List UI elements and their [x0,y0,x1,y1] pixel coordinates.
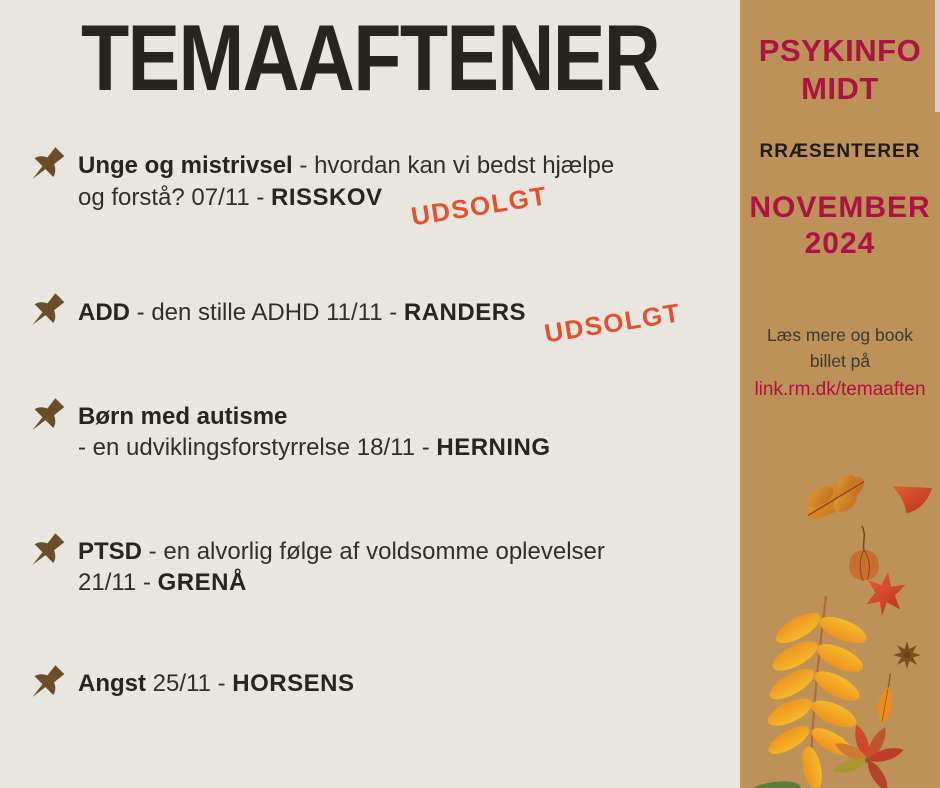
event-line [78,296,683,349]
event-description: - en udviklingsforstyrrelse 18/11 - [78,434,437,461]
pushpin-icon [26,532,66,572]
event-location: HERNING [436,434,551,461]
sidebar [740,0,940,788]
brand-line-2: MIDT [801,71,879,106]
cta-line-2: billet på [809,351,871,371]
pushpin-icon [26,397,66,437]
soldout-badge: UDSOLGT [408,180,550,232]
event-item-unge-og-mistrivsel [26,150,615,232]
month-name: NOVEMBER [749,191,931,224]
pushpin-icon [26,664,66,704]
event-description: - den stille ADHD 11/11 - [130,299,404,326]
event-line [78,536,605,567]
brand-name [740,32,940,108]
event-title: Unge og mistrivsel [78,152,293,179]
event-description: 21/11 - [78,569,158,596]
red-leaf-icon [892,486,932,513]
event-line [78,432,551,463]
event-location: HORSENS [232,670,355,697]
event-title: PTSD [78,538,143,565]
star-anise-icon [893,641,921,669]
oak-leaf-icon [797,465,873,531]
event-title: ADD [78,299,130,326]
ticket-link[interactable]: link.rm.dk/temaaften [754,379,926,400]
cta-line-1: Læs mere og book [767,325,913,345]
rowan-leaf-icon [764,596,870,788]
physalis-icon [849,526,879,581]
event-item-boern-med-autisme [26,401,551,463]
event-item-add [26,296,683,349]
event-item-ptsd [26,536,605,598]
event-line [78,180,614,232]
page-title: TEMAAFTENER [80,5,660,110]
autumn-leaves-decoration [740,458,940,788]
event-line [78,150,614,181]
event-description: - hvordan kan vi bedst hjælpe [292,152,615,179]
green-leaf-icon [746,778,802,788]
presents-label: RRÆSENTERER [759,141,921,162]
event-line [78,401,551,432]
scrollbar-thumb[interactable] [935,0,940,112]
event-description: og forstå? 07/11 - [78,184,272,211]
brand-line-1: PSYKINFO [758,33,922,68]
creeper-leaf-icon [831,723,905,788]
maple-leaf-icon [863,570,907,619]
event-line [78,567,605,598]
cta-text [740,322,940,374]
event-line [78,668,354,699]
event-location: RISSKOV [271,184,383,211]
small-orange-leaf-icon [875,672,897,725]
month-year: 2024 [804,227,876,260]
pushpin-icon [26,292,66,332]
soldout-badge: UDSOLGT [542,297,683,349]
month-label [740,190,940,262]
event-location: RANDERS [403,299,527,326]
event-description: 25/11 - [146,670,233,697]
event-location: GRENÅ [157,569,247,596]
pushpin-icon [26,146,66,186]
event-title: Børn med autisme [78,403,288,430]
event-description: - en alvorlig følge af voldsomme oplevelser [142,538,605,565]
event-title: Angst [78,670,146,697]
event-item-angst [26,668,354,704]
